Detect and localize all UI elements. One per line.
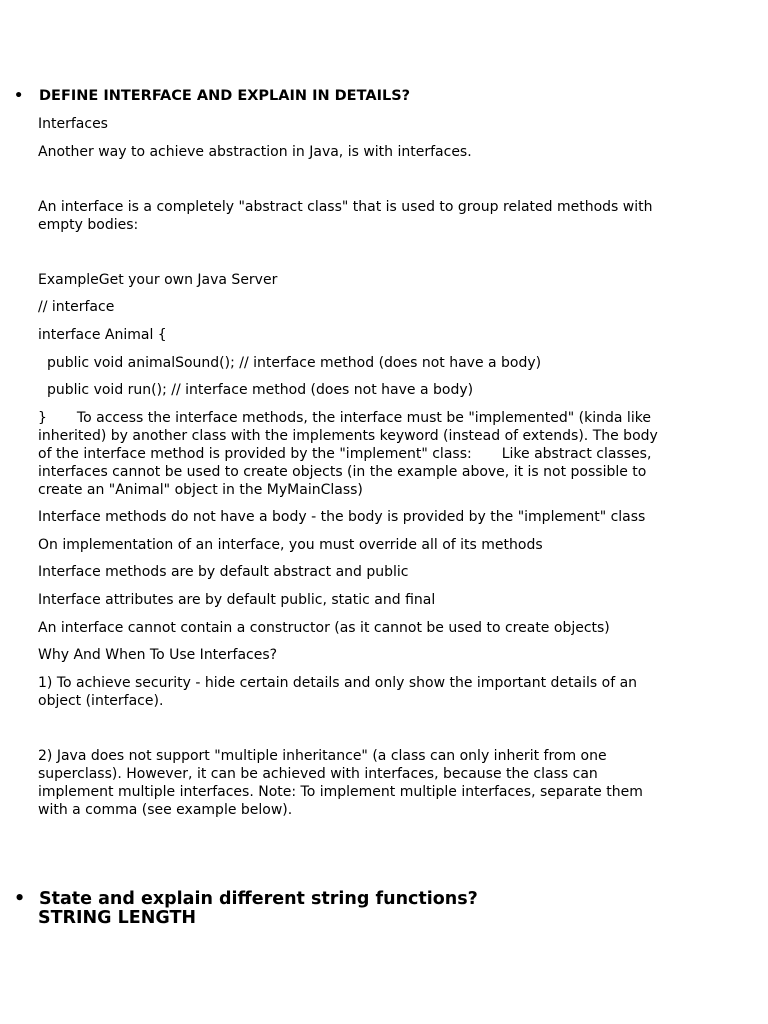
- code-method-animal-sound: public void animalSound(); // interface method (does not have a body): [47, 355, 542, 371]
- bullet-dot: •: [14, 889, 26, 909]
- paragraph-why-when: Why And When To Use Interfaces?: [38, 647, 278, 663]
- paragraph-abstract-class: An interface is a completely "abstract class" that is used to group related methods with empty bodies:: [38, 199, 653, 233]
- code-comment: // interface: [38, 299, 115, 315]
- subheading-string-length: STRING LENGTH: [38, 908, 197, 928]
- code-method-run: public void run(); // interface method (does not have a body): [47, 382, 474, 398]
- like-abstract-text: Like abstract classes, interfaces cannot be used to create objects (in the example above, it is not possible to create an "Animal" object in the MyMainClass): [38, 446, 652, 498]
- paragraph-multiple-inheritance: 2) Java does not support "multiple inheritance" (a class can only inherit from one superclass). However, it can be achieved with interfaces, because the class can implement multiple interfaces. Note: To implement multiple interfaces, separate them with a comma (see example below).: [38, 748, 643, 818]
- paragraph-default-abstract: Interface methods are by default abstract and public: [38, 564, 409, 580]
- code-interface-declaration: interface Animal {: [38, 327, 167, 343]
- access-text: To access the interface methods, the interface must be "implemented" (kinda like inherited) by another class with the implements keyword (instead of extends). The body of the interface method is provided by the "implement" class:: [38, 410, 658, 462]
- paragraph-interfaces: Interfaces: [38, 116, 108, 132]
- paragraph-access-methods: [38, 409, 670, 499]
- section-heading-string-functions: [14, 889, 478, 909]
- heading-text: State and explain different string functions?: [39, 889, 478, 909]
- closing-brace: }: [38, 410, 47, 426]
- paragraph-security: 1) To achieve security - hide certain details and only show the important details of an object (interface).: [38, 675, 638, 709]
- paragraph-attributes: Interface attributes are by default public, static and final: [38, 592, 436, 608]
- paragraph-no-body: Interface methods do not have a body - the body is provided by the "implement" class: [38, 509, 646, 525]
- bullet-dot: •: [14, 88, 24, 104]
- heading-text: DEFINE INTERFACE AND EXPLAIN IN DETAILS?: [39, 88, 411, 104]
- paragraph-override: On implementation of an interface, you must override all of its methods: [38, 537, 543, 553]
- paragraph-example: ExampleGet your own Java Server: [38, 272, 278, 288]
- section-heading-interface: [14, 87, 410, 105]
- paragraph-another-way: Another way to achieve abstraction in Java, is with interfaces.: [38, 144, 472, 160]
- paragraph-constructor: An interface cannot contain a constructor (as it cannot be used to create objects): [38, 620, 610, 636]
